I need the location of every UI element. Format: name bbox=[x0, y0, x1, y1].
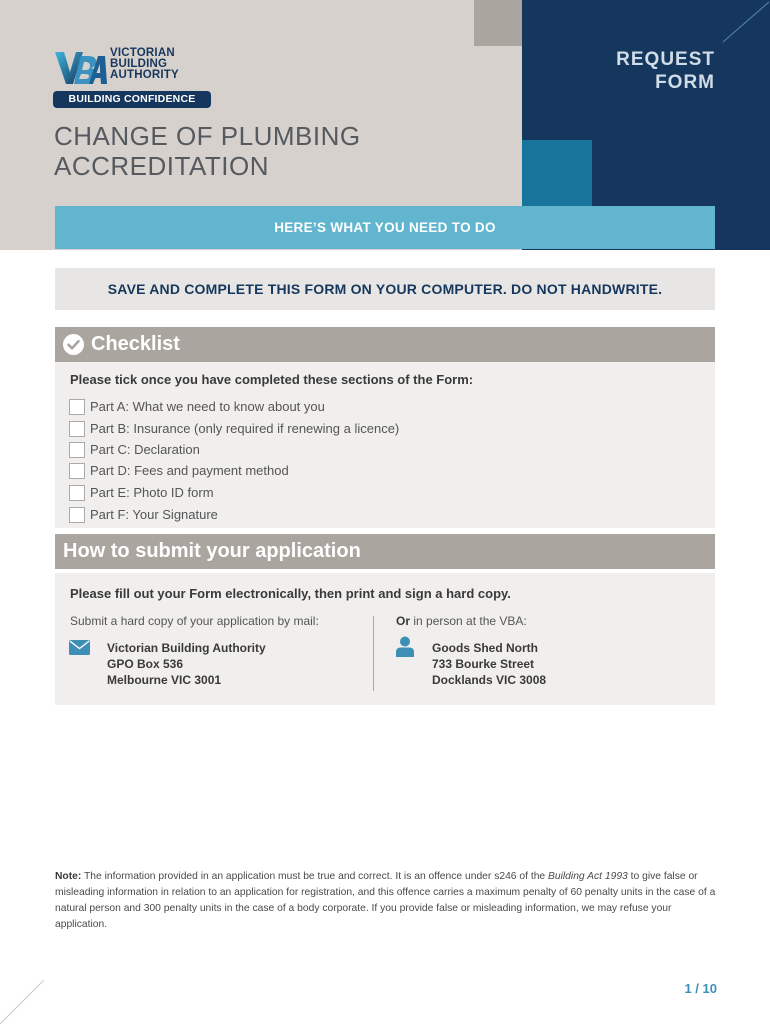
act-name: Building Act 1993 bbox=[548, 871, 628, 882]
vba-logo bbox=[53, 46, 215, 110]
checkbox[interactable] bbox=[69, 421, 85, 437]
checklist-item-label: Part C: Declaration bbox=[90, 442, 200, 457]
submit-instruction: Please fill out your Form electronically, then print and sign a hard copy. bbox=[70, 586, 511, 601]
submit-title: How to submit your application bbox=[63, 540, 361, 562]
address-line: Goods Shed North bbox=[432, 641, 538, 655]
address-line: Melbourne VIC 3001 bbox=[107, 673, 222, 687]
submit-header bbox=[55, 534, 715, 569]
logo-text-line: BUILDING bbox=[110, 58, 168, 70]
logo-text-line: VICTORIAN bbox=[110, 47, 175, 59]
request-form-label bbox=[616, 48, 715, 94]
checklist-item-label: Part B: Insurance (only required if renewing a licence) bbox=[90, 421, 400, 436]
checklist-item[interactable] bbox=[69, 507, 218, 527]
checkbox[interactable] bbox=[69, 399, 85, 415]
in-person-intro-or: Or bbox=[396, 614, 411, 628]
checkbox[interactable] bbox=[69, 463, 85, 479]
decorative-square bbox=[474, 0, 522, 46]
checklist-item[interactable] bbox=[69, 442, 200, 462]
column-divider bbox=[373, 616, 374, 691]
page-number: 1 / 10 bbox=[684, 981, 717, 996]
checklist-header bbox=[55, 327, 715, 362]
checkbox[interactable] bbox=[69, 507, 85, 523]
mail-address bbox=[107, 640, 266, 688]
note-text: to give false or misleading information in relation to an application for registration, and this offence carries a maximum penalty of 60 penalty units in the case of a natural person and 300 penalty units in the case of a body corporate. If you provide false or misleading information, we may refuse your application. bbox=[55, 871, 716, 930]
checklist-body bbox=[55, 362, 715, 528]
checklist-item[interactable] bbox=[69, 463, 289, 483]
address-line: GPO Box 536 bbox=[107, 657, 184, 671]
checkbox[interactable] bbox=[69, 442, 85, 458]
checklist-item-label: Part A: What we need to know about you bbox=[90, 399, 325, 414]
save-notice: SAVE AND COMPLETE THIS FORM ON YOUR COMPUTER. DO NOT HANDWRITE. bbox=[55, 268, 715, 310]
checklist-item[interactable] bbox=[69, 421, 399, 441]
note-text: The information provided in an application must be true and correct. It is an offence under s246 of the bbox=[81, 871, 549, 882]
legal-note bbox=[55, 869, 717, 933]
page-title-line: CHANGE OF PLUMBING bbox=[54, 121, 361, 151]
svg-text:VBA: VBA bbox=[53, 46, 56, 47]
decorative-line bbox=[715, 0, 770, 45]
what-you-need-banner: HERE’S WHAT YOU NEED TO DO bbox=[55, 206, 715, 249]
request-label-line: FORM bbox=[655, 72, 715, 93]
checkbox[interactable] bbox=[69, 485, 85, 501]
checklist-item[interactable] bbox=[69, 399, 325, 419]
address-line: 733 Bourke Street bbox=[432, 657, 535, 671]
decorative-line bbox=[0, 980, 44, 1024]
mail-intro: Submit a hard copy of your application by mail: bbox=[70, 614, 319, 628]
in-person-intro-text: in person at the VBA: bbox=[410, 614, 527, 628]
in-person-address bbox=[432, 640, 546, 688]
person-icon bbox=[396, 636, 414, 657]
address-line: Docklands VIC 3008 bbox=[432, 673, 547, 687]
decorative-square bbox=[522, 140, 592, 206]
page-title-line: ACCREDITATION bbox=[54, 151, 269, 181]
address-line: Victorian Building Authority bbox=[107, 641, 266, 655]
vba-logo-mark bbox=[53, 46, 107, 88]
checklist-instruction: Please tick once you have completed these sections of the Form: bbox=[70, 372, 474, 387]
checklist-item-label: Part D: Fees and payment method bbox=[90, 463, 289, 478]
checklist-item[interactable] bbox=[69, 485, 214, 505]
logo-text-line: AUTHORITY bbox=[110, 69, 179, 81]
checklist-title: Checklist bbox=[91, 333, 180, 355]
request-label-line: REQUEST bbox=[616, 49, 715, 70]
check-circle-icon bbox=[63, 334, 84, 355]
envelope-icon bbox=[69, 640, 90, 655]
in-person-intro bbox=[396, 614, 527, 628]
checklist-item-label: Part F: Your Signature bbox=[90, 507, 218, 522]
note-label: Note: bbox=[55, 871, 82, 882]
logo-tagline: BUILDING CONFIDENCE bbox=[53, 91, 211, 108]
submit-body bbox=[55, 573, 715, 705]
page-title bbox=[54, 121, 474, 181]
checklist-item-label: Part E: Photo ID form bbox=[90, 485, 214, 500]
